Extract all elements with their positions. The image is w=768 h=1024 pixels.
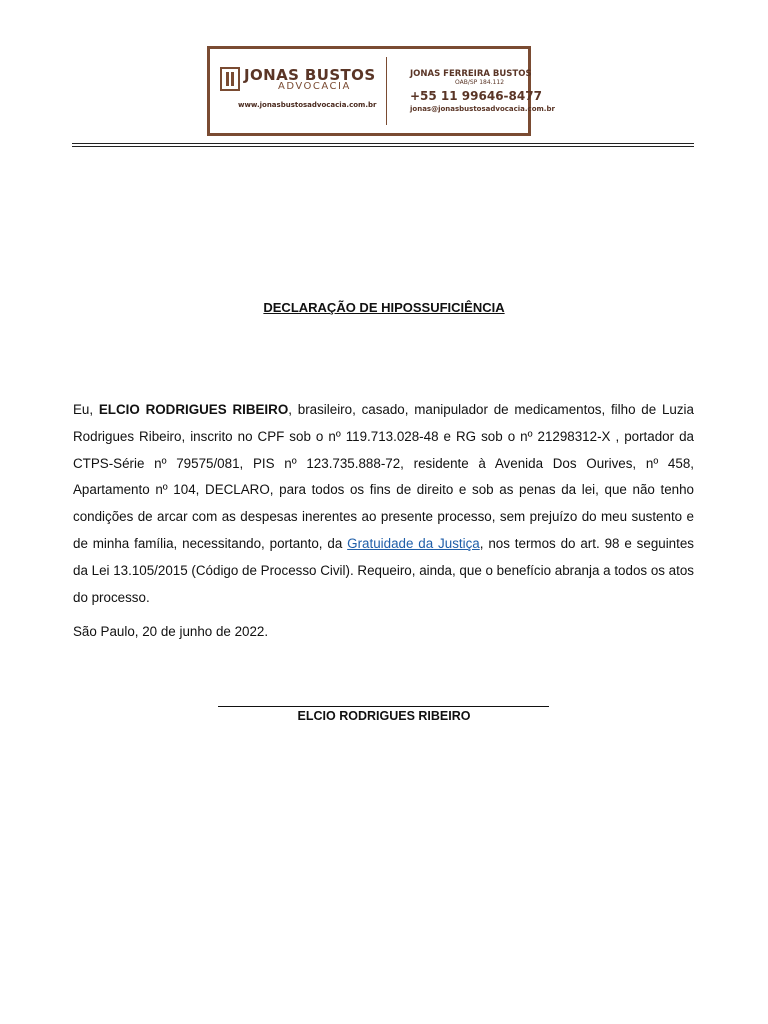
declarant-name: ELCIO RODRIGUES RIBEIRO [98, 402, 289, 417]
lawyer-name: JONAS FERREIRA BUSTOS [410, 69, 532, 79]
para-intro: Eu, [73, 402, 99, 417]
declaration-paragraph [73, 397, 694, 611]
document-title: DECLARAÇÃO DE HIPOSSUFICIÊNCIA [263, 300, 505, 315]
firm-name: JONAS BUSTOS [244, 66, 376, 84]
para-closing: , nos termos do art. 98 e seguintes da Lei 13.105/2015 (Código de Processo Civil). Requeiro, ainda, que o benefício abranja a todos os atos do processo. [73, 535, 694, 605]
letterhead [207, 46, 555, 136]
firm-subtitle: ADVOCACIA [278, 81, 351, 92]
signature-line [218, 706, 549, 707]
date-line: São Paulo, 20 de junho de 2022. [73, 624, 269, 639]
letterhead-divider [386, 57, 387, 125]
firm-website: www.jonasbustosadvocacia.com.br [238, 101, 377, 109]
lawyer-oab: OAB/SP 184.112 [455, 79, 505, 86]
signature-name: ELCIO RODRIGUES RIBEIRO [297, 709, 471, 723]
lawyer-phone: +55 11 99646-8477 [410, 89, 542, 103]
gratuidade-link[interactable]: Gratuidade da Justiça [347, 535, 480, 551]
lawyer-email: jonas@jonasbustosadvocacia.com.br [410, 105, 555, 113]
header-rule [72, 143, 694, 147]
columns-logo-icon [220, 67, 240, 91]
para-body: , brasileiro, casado, manipulador de medicamentos, filho de Luzia Rodrigues Ribeiro, inscrito no CPF sob o nº 119.713.028-48 e RG sob o nº 21298312-X , portador da CTPS-Série nº 79575/081, PIS nº 123.735.888-72, residente à Avenida Dos Ourives, nº 458, Apartamento nº 104, DECLARO, para todos os fins de direito e sob as penas da lei, que não tenho condições de arcar com as despesas inerentes ao presente processo, sem prejuízo do meu sustento e de minha família, necessitando, portanto, da [73, 402, 694, 551]
